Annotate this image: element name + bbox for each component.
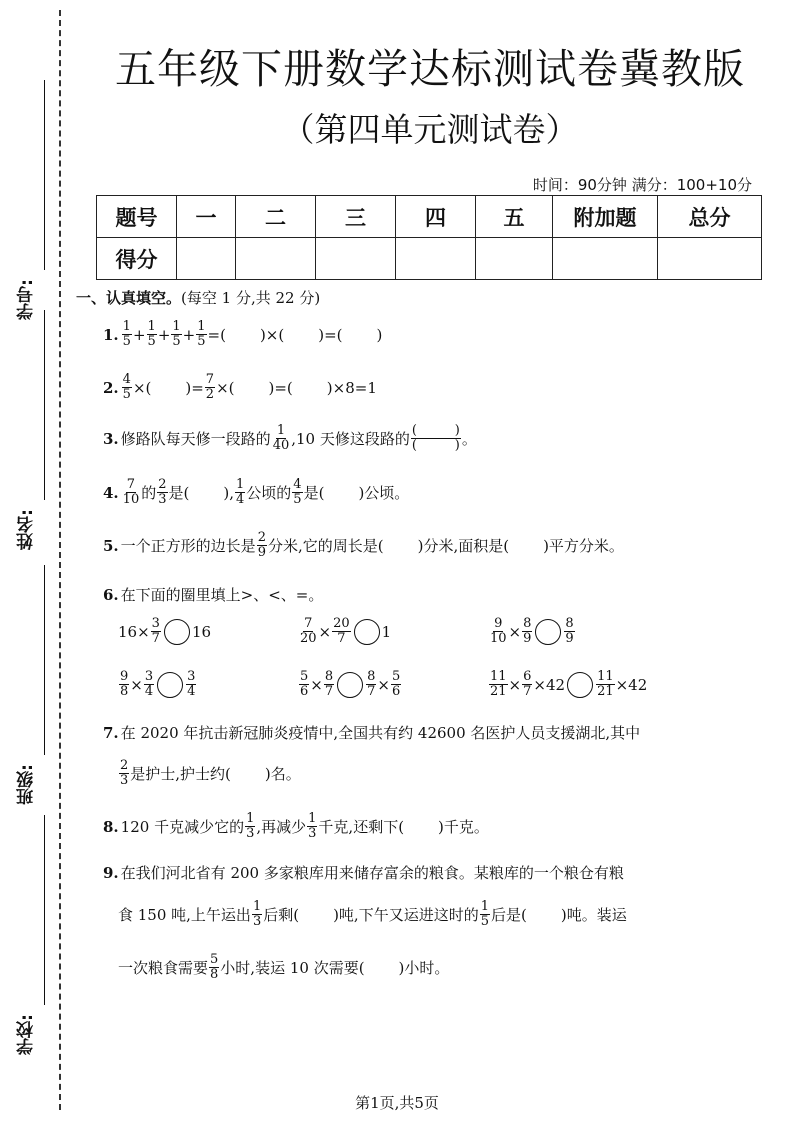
score-cell: 二 (236, 196, 316, 238)
student-number-line (44, 80, 45, 270)
question-number: 6. (103, 585, 119, 604)
fraction: $\frac{2}{9}$ (257, 530, 266, 560)
school-label: 学校: (17, 1014, 37, 1055)
compare-item: 16× $\frac{3}{7}$ 16 (118, 616, 212, 646)
score-cell: 一 (177, 196, 236, 238)
page-title: 五年级下册数学达标测试卷冀教版 (115, 45, 745, 93)
score-cell: 附加题 (553, 196, 658, 238)
score-row-label: 得分 (97, 238, 177, 280)
compare-item: $\frac{9}{10}$ × $\frac{8}{9}$ $\frac{8}{9}$ (490, 616, 574, 646)
question-9-line2: 食 150 吨,上午运出 $\frac{1}{3}$ 后剩( )吨,下午又运进这时的 $\frac{1}{5}$ 后是( )吨。装运 (118, 899, 627, 929)
exam-meta: 时间：90分钟 满分：100+10分 (532, 176, 752, 194)
q-text: )平方分米。 (543, 537, 624, 555)
score-cell: 三 (316, 196, 396, 238)
section-title: 一、认真填空。 (76, 289, 182, 307)
score-cell: 五 (476, 196, 553, 238)
question-number: 9. (103, 863, 119, 882)
q-text: 在我们河北省有 200 多家粮库用来储存富余的粮食。某粮库的一个粮仓有粮 (120, 864, 624, 882)
q-text: )×8=1 (326, 378, 377, 397)
compare-item: $\frac{9}{8}$ × $\frac{3}{4}$ $\frac{3}{4}$ (120, 669, 196, 699)
name-line (44, 310, 45, 500)
compare-item: $\frac{7}{20}$ × $\frac{20}{7}$ 1 (300, 616, 392, 646)
q-text: 是( (303, 484, 325, 502)
question-8: 8. 120 千克减少它的 $\frac{1}{3}$ ,再减少 $\frac{1}{3}$ 千克,还剩下( )千克。 (103, 811, 489, 841)
question-4 (103, 478, 409, 507)
class-label: 班级: (17, 764, 37, 805)
q-text: 一个正方形的边长是 (120, 537, 256, 555)
compare-circle[interactable] (354, 619, 380, 645)
question-number: 7. (103, 723, 119, 742)
score-input-cell[interactable] (177, 238, 236, 280)
question-number: 5. (103, 536, 119, 555)
class-line (44, 565, 45, 755)
fraction: $\frac{2}{3}$ (158, 477, 167, 507)
q-text: )分米,面积是( (417, 537, 510, 555)
compare-circle[interactable] (535, 619, 561, 645)
school-field[interactable] (14, 815, 54, 1055)
q-text: )公顷。 (358, 484, 410, 502)
compare-circle[interactable] (567, 672, 593, 698)
score-input-cell[interactable] (396, 238, 476, 280)
q-text: ×( (216, 378, 235, 397)
question-5 (103, 531, 624, 560)
q-text: 千克,还剩下( (318, 818, 405, 836)
q-text: ,10 天修这段路的 (291, 430, 410, 448)
q-text: =( (207, 325, 226, 344)
q-text: 。 (461, 430, 477, 448)
fraction: $\frac{4}{5}$ (122, 372, 131, 402)
score-input-cell[interactable] (553, 238, 658, 280)
score-input-cell[interactable] (658, 238, 762, 280)
compare-item: $\frac{11}{21}$ × $\frac{6}{7}$ ×42 $\frac{11}{21}$ ×42 (490, 669, 648, 699)
q-text: ) (376, 325, 383, 344)
question-7-line2: $\frac{2}{3}$ 是护士,护士约( )名。 (120, 758, 301, 788)
fraction: $\frac{1}{40}$ (272, 423, 290, 453)
question-6 (103, 584, 323, 605)
q-text: 在 2020 年抗击新冠肺炎疫情中,全国共有约 42600 名医护人员支援湖北,其中 (120, 724, 641, 742)
q-text: )千克。 (438, 818, 489, 836)
question-number: 8. (103, 817, 119, 836)
question-3 (103, 424, 477, 453)
name-field[interactable] (14, 310, 54, 550)
score-input-cell[interactable] (476, 238, 553, 280)
name-label: 姓名: (17, 509, 37, 550)
compare-item: $\frac{5}{6}$ × $\frac{8}{7}$ $\frac{8}{7}$ × $\frac{5}{6}$ (300, 669, 401, 699)
compare-circle[interactable] (157, 672, 183, 698)
page-subtitle: （第四单元测试卷） (281, 110, 579, 149)
q-text: 分米,它的周长是( (267, 537, 384, 555)
score-input-cell[interactable] (316, 238, 396, 280)
score-cell: 题号 (97, 196, 177, 238)
score-cell: 四 (396, 196, 476, 238)
q-text: )= (185, 378, 204, 397)
q-text: 120 千克减少它的 (120, 818, 245, 836)
question-9-line3: 一次粮食需要 $\frac{5}{8}$ 小时,装运 10 次需要( )小时。 (118, 952, 450, 982)
q-text: ,再减少 (256, 818, 307, 836)
fraction: $\frac{7}{10}$ (122, 477, 140, 507)
fraction: $\frac{4}{5}$ (293, 477, 302, 507)
school-line (44, 815, 45, 1005)
question-number: 1. (103, 325, 119, 344)
fraction: $\frac{1}{5}$ (147, 319, 156, 349)
question-7 (103, 722, 640, 743)
q-text: )=( (268, 378, 293, 397)
q-text: ), (223, 483, 234, 502)
compare-circle[interactable] (337, 672, 363, 698)
page-footer: 第1页,共5页 (355, 1094, 439, 1112)
class-field[interactable] (14, 565, 54, 805)
score-table-header-row (97, 196, 762, 238)
compare-circle[interactable] (164, 619, 190, 645)
binding-dashed-line (59, 10, 61, 1110)
answer-fraction-blank[interactable]: ( ) ( ) (411, 423, 460, 453)
score-table-score-row (97, 238, 762, 280)
student-number-field[interactable] (14, 80, 54, 320)
question-number: 3. (103, 429, 119, 448)
fraction: $\frac{7}{2}$ (205, 372, 215, 402)
section-heading (76, 287, 320, 308)
question-number: 4. (103, 483, 119, 502)
fraction: $\frac{1}{5}$ (172, 319, 181, 349)
fraction: $\frac{1}{4}$ (236, 477, 245, 507)
question-1: 1. $\frac{1}{5}$ + $\frac{1}{5}$ + $\frac{1}{5}$ + $\frac{1}{5}$ =( )×( )=( ) (103, 319, 383, 349)
section-note: (每空 1 分,共 22 分) (181, 289, 321, 307)
score-input-cell[interactable] (236, 238, 316, 280)
question-9 (103, 862, 624, 883)
q-text: 在下面的圈里填上>、<、=。 (120, 586, 324, 604)
score-cell: 总分 (658, 196, 762, 238)
fraction: $\frac{1}{5}$ (197, 319, 206, 349)
q-text: ×( (132, 378, 152, 397)
score-table (96, 195, 762, 280)
q-text: 修路队每天修一段路的 (120, 430, 271, 448)
question-2 (103, 373, 377, 402)
student-number-label: 学号: (17, 279, 37, 320)
q-text: )×( (259, 325, 285, 344)
q-text: 公顷的 (246, 484, 292, 502)
fraction: $\frac{1}{5}$ (122, 319, 131, 349)
question-number: 2. (103, 378, 119, 397)
q-text: 的 (141, 484, 157, 502)
q-text: )=( (318, 325, 343, 344)
q-text: 是( (168, 484, 190, 502)
